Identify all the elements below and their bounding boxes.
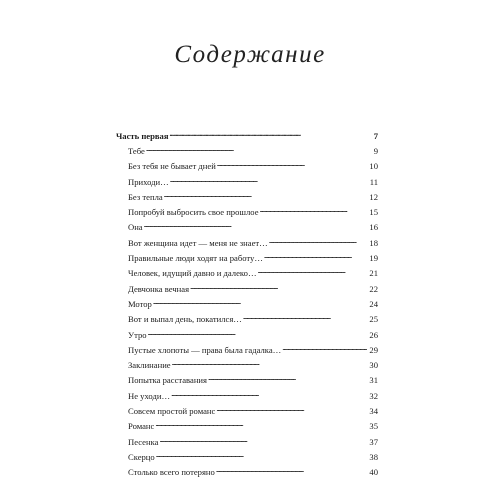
toc-entry-label: Скерцо xyxy=(128,451,155,462)
toc-entry-page: 29 xyxy=(369,344,378,355)
dot-leader xyxy=(217,159,367,169)
toc-entry-label: Без тебя не бывает дней xyxy=(128,161,216,172)
toc-entry-page: 32 xyxy=(369,390,378,401)
toc-entry-page: 10 xyxy=(369,161,378,172)
table-of-contents xyxy=(116,129,378,481)
dot-leader xyxy=(269,236,367,246)
toc-entry-page: 34 xyxy=(369,406,378,417)
toc-entry-label: Заклинание xyxy=(128,360,171,371)
toc-entry-page: 24 xyxy=(369,298,378,309)
toc-entry xyxy=(116,312,378,327)
toc-entry xyxy=(116,435,378,450)
toc-entry xyxy=(116,358,378,373)
toc-entry-label: Утро xyxy=(128,329,147,340)
dot-leader xyxy=(208,373,367,383)
toc-entry xyxy=(116,220,378,235)
dot-leader xyxy=(216,465,367,475)
page-title: Содержание xyxy=(174,41,326,68)
toc-entry-page: 40 xyxy=(369,467,378,478)
toc-part-label: Часть первая xyxy=(116,131,169,141)
toc-entry-label: Мотор xyxy=(128,298,152,309)
toc-entry-page: 31 xyxy=(369,375,378,386)
toc-entry-label: Пустые хлопоты — права была гадалка… xyxy=(128,344,282,355)
toc-entry-page: 15 xyxy=(369,207,378,218)
toc-entry-page: 38 xyxy=(369,451,378,462)
toc-entry xyxy=(116,419,378,434)
dot-leader xyxy=(172,358,367,368)
toc-entry xyxy=(116,404,378,419)
toc-entry-label: Вот и выпал день, покатился… xyxy=(128,314,242,325)
toc-entry-page: 35 xyxy=(369,421,378,432)
toc-entry xyxy=(116,343,378,358)
toc-entry xyxy=(116,450,378,465)
dot-leader xyxy=(190,282,367,292)
dot-leader xyxy=(169,129,367,139)
toc-entry xyxy=(116,236,378,251)
toc-entry-page: 18 xyxy=(369,237,378,248)
toc-entry xyxy=(116,251,378,266)
toc-entry xyxy=(116,144,378,159)
dot-leader xyxy=(170,175,367,185)
dot-leader xyxy=(282,343,367,353)
dot-leader xyxy=(216,404,367,414)
dot-leader xyxy=(144,220,367,230)
toc-entry xyxy=(116,205,378,220)
toc-entry xyxy=(116,175,378,190)
toc-entry-page: 30 xyxy=(369,360,378,371)
dot-leader xyxy=(155,419,367,429)
toc-entry-page: 9 xyxy=(373,146,378,156)
dot-leader xyxy=(260,205,367,215)
toc-entry-label: Романс xyxy=(128,421,155,432)
toc-entry-label: Без тепла xyxy=(128,191,163,202)
toc-part-page: 7 xyxy=(373,131,378,141)
dot-leader xyxy=(164,190,367,200)
toc-entry-label: Попробуй выбросить свое прошлое xyxy=(128,207,259,218)
toc-entry xyxy=(116,328,378,343)
dot-leader xyxy=(264,251,367,261)
dot-leader xyxy=(148,328,367,338)
toc-entry-page: 21 xyxy=(369,268,378,279)
toc-entry-page: 22 xyxy=(369,283,378,294)
toc-entry-page: 25 xyxy=(369,314,378,325)
toc-entry xyxy=(116,159,378,174)
toc-part-entry xyxy=(116,129,378,142)
dot-leader xyxy=(159,435,367,445)
dot-leader xyxy=(258,266,367,276)
toc-entry-label: Она xyxy=(128,222,143,233)
dot-leader xyxy=(243,312,367,322)
toc-entry xyxy=(116,465,378,480)
dot-leader xyxy=(156,450,367,460)
toc-entry-label: Попытка расставания xyxy=(128,375,207,386)
toc-entry-page: 19 xyxy=(369,253,378,264)
toc-entry xyxy=(116,190,378,205)
toc-entry xyxy=(116,297,378,312)
toc-entry-label: Человек, идущий давно и далеко… xyxy=(128,268,257,279)
toc-entries xyxy=(116,144,378,481)
toc-entry-label: Девчонка вечная xyxy=(128,283,190,294)
dot-leader xyxy=(153,297,367,307)
toc-entry-label: Песенка xyxy=(128,436,159,447)
toc-entry xyxy=(116,282,378,297)
dot-leader xyxy=(146,144,367,154)
toc-entry-label: Совсем простой романс xyxy=(128,406,216,417)
toc-entry-label: Не уходи… xyxy=(128,390,171,401)
toc-entry-label: Правильные люди ходят на работу… xyxy=(128,253,263,264)
toc-entry-label: Приходи… xyxy=(128,176,169,187)
toc-entry-page: 12 xyxy=(369,191,378,202)
toc-entry-label: Вот женщина идет — меня не знает… xyxy=(128,237,268,248)
toc-entry-page: 11 xyxy=(369,176,378,187)
toc-entry-label: Столько всего потеряно xyxy=(128,467,215,478)
toc-entry-page: 26 xyxy=(369,329,378,340)
dot-leader xyxy=(171,389,367,399)
toc-entry-label: Тебе xyxy=(128,146,145,156)
toc-entry xyxy=(116,266,378,281)
toc-entry-page: 16 xyxy=(369,222,378,233)
toc-entry-page: 37 xyxy=(369,436,378,447)
toc-entry xyxy=(116,373,378,388)
toc-entry xyxy=(116,389,378,404)
